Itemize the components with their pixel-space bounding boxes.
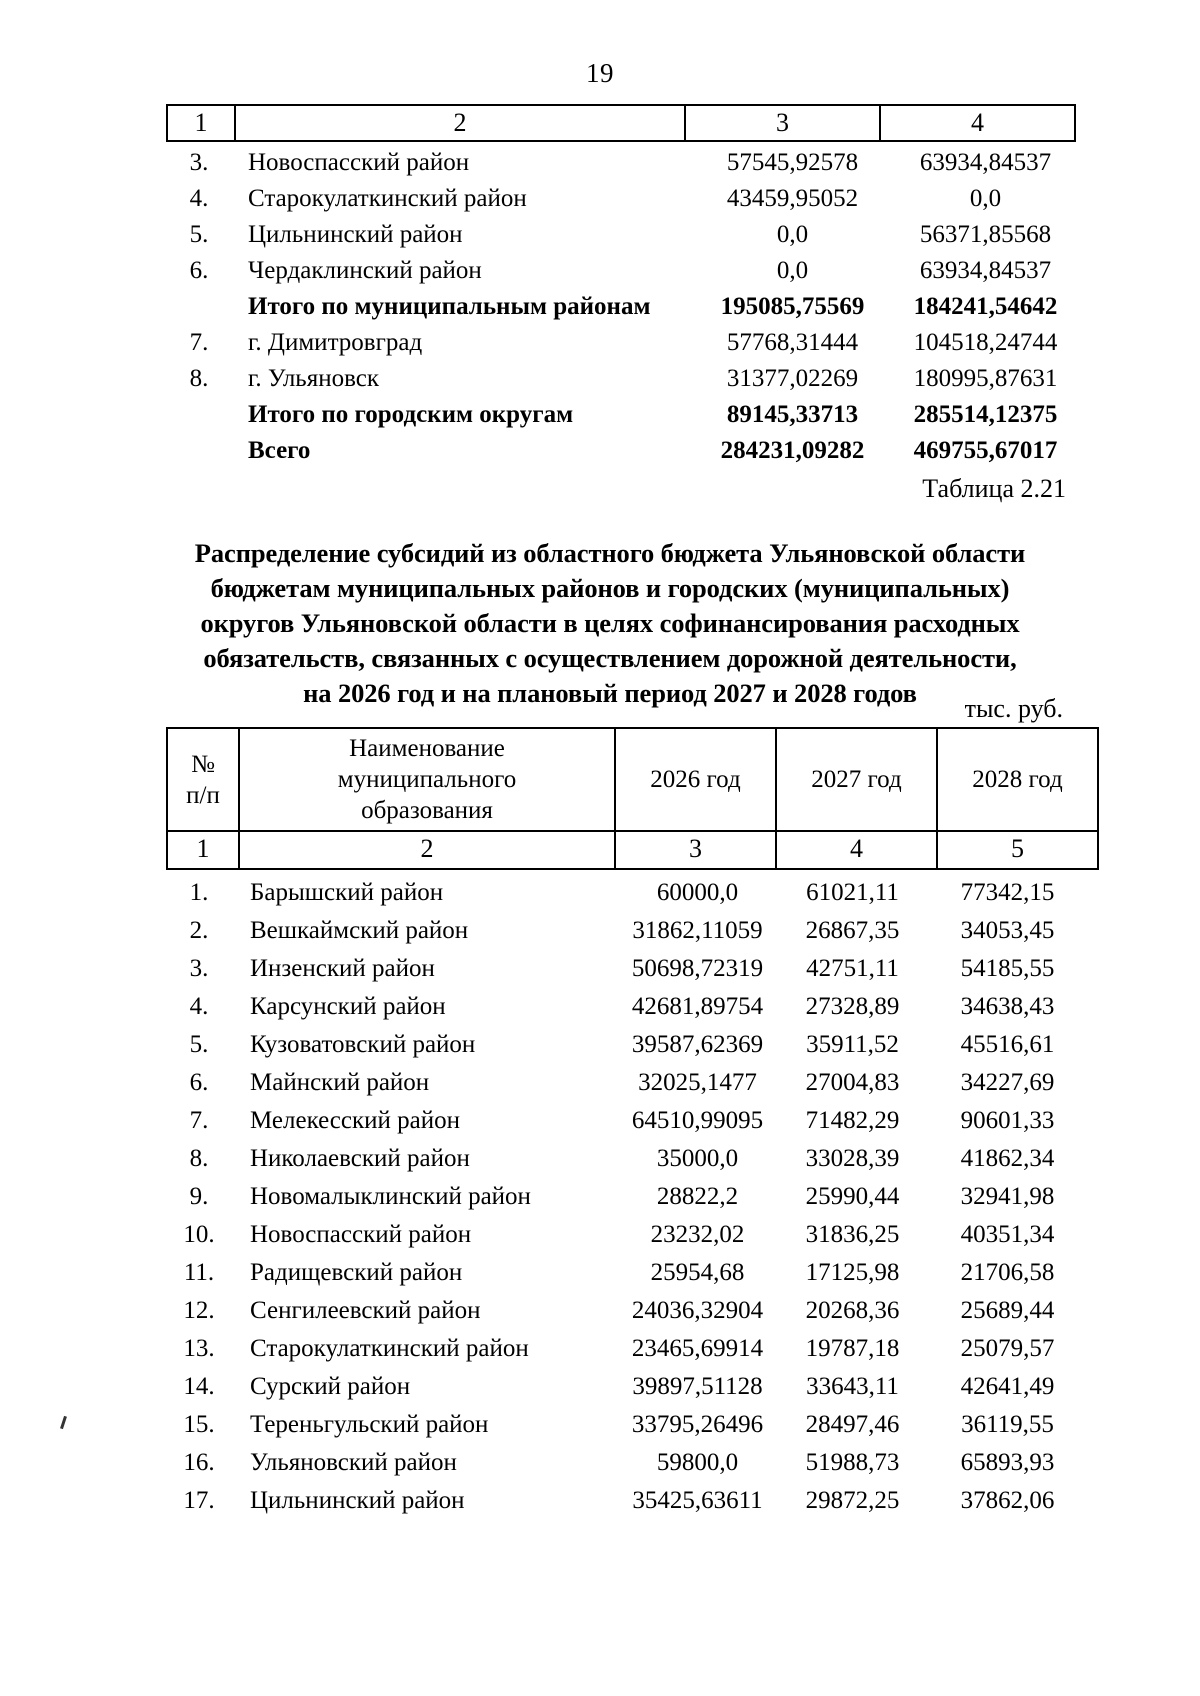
table-2-cell-2028: 41862,34 [960, 1145, 1055, 1172]
table-2-cell-2028: 32941,98 [960, 1183, 1055, 1210]
page-title-line: на 2026 год и на плановый период 2027 и 2028 годов [303, 678, 917, 708]
table-row [166, 1065, 1085, 1103]
table-2-cell-2026: 23465,69914 [631, 1335, 764, 1362]
table-1-cell-number: 4. [189, 185, 209, 212]
table-2-cell-2026: 33795,26496 [631, 1411, 764, 1438]
table-2-cell-2027: 17125,98 [805, 1259, 900, 1286]
table-2-cell-name: Старокулаткинский район [250, 1335, 529, 1362]
table-1-cell-number [166, 398, 232, 434]
table-row [166, 1255, 1085, 1293]
table-row [166, 398, 1082, 434]
table-row [166, 326, 1082, 362]
table-row [166, 989, 1085, 1027]
header-cell-year-2027: 2027 год [776, 728, 937, 831]
table-2-cell-number: 17. [183, 1487, 215, 1514]
table-2-colnum-4: 4 [776, 831, 937, 869]
table-row [166, 434, 1082, 470]
table-1-cell-number [166, 434, 232, 470]
table-row [166, 1483, 1085, 1521]
page-title [150, 536, 1070, 711]
table-2-cell-name: Новомалыклинский район [250, 1183, 531, 1210]
table-1-cell-col4: 184241,54642 [913, 293, 1058, 320]
page-title-line: обязательств, связанных с осуществлением дорожной деятельности, [203, 643, 1017, 673]
table-2-cell-2028: 45516,61 [960, 1031, 1055, 1058]
table-2-cell-2026: 28822,2 [656, 1183, 739, 1210]
table-2-cell-2027: 33643,11 [806, 1373, 899, 1400]
page-title-line: округов Ульяновской области в целях софинансирования расходных [200, 608, 1020, 638]
table-2-cell-name: Вешкаймский район [250, 917, 469, 944]
table-2-cell-2028: 77342,15 [960, 879, 1055, 906]
table-2-cell-number: 10. [183, 1221, 215, 1248]
table-2-cell-2028: 36119,55 [961, 1411, 1054, 1438]
table-2-cell-2026: 24036,32904 [631, 1297, 764, 1324]
table-2-body [166, 875, 1085, 1521]
table-2-cell-2026: 23232,02 [650, 1221, 745, 1248]
table-2-cell-2027: 42751,11 [806, 955, 899, 982]
table-2-cell-name: Карсунский район [250, 993, 446, 1020]
table-2-cell-name: Инзенский район [250, 955, 435, 982]
table-2-cell-2027: 20268,36 [805, 1297, 900, 1324]
table-2-cell-2027: 33028,39 [805, 1145, 900, 1172]
table-1-continued [166, 104, 1066, 470]
table-2-cell-2026: 39897,51128 [632, 1373, 763, 1400]
table-row [166, 290, 1082, 326]
table-2-cell-2027: 51988,73 [805, 1449, 900, 1476]
table-2-header [166, 727, 1099, 870]
header-np-line2: п/п [186, 781, 220, 809]
table-1-cell-number: 6. [189, 257, 209, 284]
table-1-cell-col4: 180995,87631 [913, 365, 1058, 392]
table-1-cell-col4: 469755,67017 [913, 437, 1058, 464]
table-row [166, 1027, 1085, 1065]
table-row [166, 146, 1082, 182]
table-2-cell-name: Радищевский район [250, 1259, 463, 1286]
table-2-cell-name: Сурский район [250, 1373, 411, 1400]
margin-artifact-mark [60, 1416, 67, 1429]
table-2-colnum-1: 1 [167, 831, 239, 869]
table-row [166, 1445, 1085, 1483]
table-row [166, 254, 1082, 290]
table-2-cell-2026: 39587,62369 [631, 1031, 764, 1058]
table-2-cell-number: 15. [183, 1411, 215, 1438]
table-1-cell-col4: 0,0 [969, 185, 1002, 212]
table-row [166, 1369, 1085, 1407]
table-1-cell-col3: 195085,75569 [720, 293, 865, 320]
table-2-cell-2028: 40351,34 [960, 1221, 1055, 1248]
table-row [166, 1331, 1085, 1369]
table-2-cell-2028: 25079,57 [960, 1335, 1055, 1362]
table-2-cell-2026: 42681,89754 [631, 993, 764, 1020]
table-1-cell-name: г. Димитровград [248, 329, 423, 356]
table-2-cell-name: Николаевский район [250, 1145, 470, 1172]
table-1-cell-number: 7. [189, 329, 209, 356]
header-cell-np [167, 728, 239, 831]
table-2-cell-2028: 90601,33 [960, 1107, 1055, 1134]
table-2-cell-number: 14. [183, 1373, 215, 1400]
table-2-cell-number: 9. [189, 1183, 209, 1210]
table-2-cell-2026: 35000,0 [656, 1145, 739, 1172]
table-2-cell-2028: 34053,45 [960, 917, 1055, 944]
table-2-cell-name: Майнский район [250, 1069, 430, 1096]
table-2-column-number-row [167, 831, 1098, 869]
table-1-cell-col3: 43459,95052 [726, 185, 859, 212]
table-2-cell-number: 1. [189, 879, 209, 906]
table-2-cell-2026: 59800,0 [656, 1449, 739, 1476]
table-2-cell-2027: 25990,44 [805, 1183, 900, 1210]
table-2-cell-2028: 54185,55 [960, 955, 1055, 982]
table-1-cell-col3: 57768,31444 [726, 329, 859, 356]
table-2-cell-2028: 34227,69 [960, 1069, 1055, 1096]
page-title-line: Распределение субсидий из областного бюджета Ульяновской области [194, 538, 1026, 568]
table-1-cell-col3: 0,0 [776, 221, 809, 248]
table-1-cell-number: 5. [189, 221, 209, 248]
table-2-cell-2027: 26867,35 [805, 917, 900, 944]
table-row [166, 875, 1085, 913]
table-2-cell-2027: 27004,83 [805, 1069, 900, 1096]
table-2 [166, 727, 1066, 1521]
table-2-cell-2027: 61021,11 [806, 879, 899, 906]
table-row [166, 1407, 1085, 1445]
header-name-line3: образования [361, 797, 493, 824]
table-1-cell-name: Цильнинский район [248, 221, 463, 248]
table-1-cell-name: Всего [248, 437, 311, 464]
table-header-row [167, 728, 1098, 831]
table-2-cell-number: 13. [183, 1335, 215, 1362]
table-1-colnum-4: 4 [880, 105, 1075, 141]
table-row [166, 1103, 1085, 1141]
table-2-cell-2026: 35425,63611 [632, 1487, 763, 1514]
table-2-cell-2026: 25954,68 [650, 1259, 745, 1286]
table-2-colnum-5: 5 [937, 831, 1098, 869]
header-cell-name [239, 728, 615, 831]
table-1-cell-col3: 89145,33713 [726, 401, 859, 428]
table-2-cell-2026: 32025,1477 [638, 1069, 757, 1096]
table-2-cell-number: 12. [183, 1297, 215, 1324]
table-2-cell-2028: 42641,49 [960, 1373, 1055, 1400]
table-2-cell-name: Тереньгульский район [250, 1411, 489, 1438]
table-2-cell-2027: 28497,46 [805, 1411, 900, 1438]
table-row [166, 182, 1082, 218]
table-2-cell-name: Мелекесский район [250, 1107, 461, 1134]
table-2-cell-name: Новоспасский район [250, 1221, 472, 1248]
table-1-cell-name: г. Ульяновск [248, 365, 379, 392]
table-1-cell-name: Старокулаткинский район [248, 185, 527, 212]
table-1-cell-col4: 285514,12375 [913, 401, 1058, 428]
table-2-cell-2027: 71482,29 [805, 1107, 900, 1134]
table-1-cell-col4: 104518,24744 [913, 329, 1058, 356]
table-1-colnum-2: 2 [235, 105, 685, 141]
table-1-cell-col3: 284231,09282 [720, 437, 865, 464]
header-name-line2: муниципального [337, 766, 517, 793]
table-row [166, 1293, 1085, 1331]
page-number: 19 [586, 58, 614, 88]
table-2-cell-2026: 60000,0 [656, 879, 739, 906]
table-1-cell-col4: 56371,85568 [919, 221, 1052, 248]
table-1-cell-number: 3. [189, 149, 209, 176]
table-2-cell-2028: 25689,44 [960, 1297, 1055, 1324]
table-2-cell-name: Барышский район [250, 879, 444, 906]
table-1-cell-number: 8. [189, 365, 209, 392]
table-row [166, 951, 1085, 989]
table-row [166, 1141, 1085, 1179]
table-2-cell-number: 3. [189, 955, 209, 982]
table-2-cell-number: 8. [189, 1145, 209, 1172]
header-cell-year-2028: 2028 год [937, 728, 1098, 831]
table-2-cell-name: Сенгилеевский район [250, 1297, 481, 1324]
table-2-cell-2028: 65893,93 [960, 1449, 1055, 1476]
table-2-colnum-2: 2 [239, 831, 615, 869]
table-row [166, 362, 1082, 398]
table-2-cell-name: Кузоватовский район [250, 1031, 476, 1058]
table-row [166, 1217, 1085, 1255]
table-2-cell-2027: 29872,25 [805, 1487, 900, 1514]
table-2-cell-number: 7. [189, 1107, 209, 1134]
page-title-line: бюджетам муниципальных районов и городских (муниципальных) [210, 573, 1010, 603]
table-1-body [166, 146, 1082, 470]
table-1-cell-name: Итого по муниципальным районам [248, 293, 651, 320]
table-1-cell-col3: 57545,92578 [726, 149, 859, 176]
table-2-cell-number: 11. [183, 1259, 215, 1286]
table-1-colnum-1: 1 [167, 105, 235, 141]
header-name-line1: Наименование [349, 735, 505, 762]
table-2-cell-2028: 34638,43 [960, 993, 1055, 1020]
table-1-cell-col4: 63934,84537 [919, 149, 1052, 176]
table-number-label: Таблица 2.21 [922, 474, 1066, 503]
table-2-cell-2027: 31836,25 [805, 1221, 900, 1248]
table-1-cell-col3: 31377,02269 [726, 365, 859, 392]
table-2-cell-2026: 31862,11059 [632, 917, 763, 944]
table-1-cell-number [166, 290, 232, 326]
table-1-cell-col3: 0,0 [776, 257, 809, 284]
table-2-cell-number: 4. [189, 993, 209, 1020]
table-1-colnum-3: 3 [685, 105, 880, 141]
table-1-column-number-row [166, 104, 1076, 142]
table-2-cell-number: 6. [189, 1069, 209, 1096]
table-2-cell-number: 16. [183, 1449, 215, 1476]
table-row [166, 1179, 1085, 1217]
table-2-cell-2026: 64510,99095 [631, 1107, 764, 1134]
table-row [166, 218, 1082, 254]
table-1-cell-name: Чердаклинский район [248, 257, 482, 284]
table-2-cell-number: 2. [189, 917, 209, 944]
header-cell-year-2026: 2026 год [615, 728, 776, 831]
table-2-cell-name: Цильнинский район [250, 1487, 465, 1514]
table-1-cell-name: Итого по городским округам [248, 401, 574, 428]
table-1-cell-name: Новоспасский район [248, 149, 470, 176]
table-2-cell-2027: 35911,52 [806, 1031, 899, 1058]
table-2-cell-2028: 21706,58 [960, 1259, 1055, 1286]
units-label: тыс. руб. [964, 694, 1063, 723]
table-2-cell-name: Ульяновский район [250, 1449, 457, 1476]
table-2-cell-2026: 50698,72319 [631, 955, 764, 982]
table-row [167, 105, 1075, 141]
table-2-colnum-3: 3 [615, 831, 776, 869]
table-row [166, 913, 1085, 951]
table-2-cell-2027: 19787,18 [805, 1335, 900, 1362]
header-np-line1: № [191, 750, 215, 778]
table-2-cell-2028: 37862,06 [960, 1487, 1055, 1514]
table-2-cell-number: 5. [189, 1031, 209, 1058]
table-1-cell-col4: 63934,84537 [919, 257, 1052, 284]
table-2-cell-2027: 27328,89 [805, 993, 900, 1020]
